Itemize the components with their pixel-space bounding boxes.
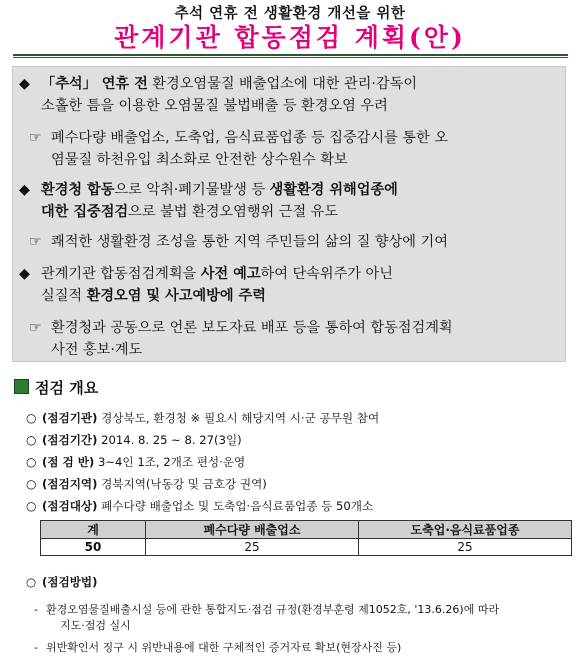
circle-bullet-icon: ○: [26, 411, 37, 425]
emphasis-text: 생활환경 위해업종에: [269, 182, 398, 198]
table-header-row: [41, 521, 572, 539]
table-header-wastewater: 폐수다량 배출업소: [146, 521, 359, 539]
body-text: 쾌적한 생활환경 조성을 통한 지역 주민들의 삶의 질 향상에 기여: [51, 234, 448, 250]
emphasis-text: 환경오염 및 사고예방에 주력: [86, 288, 266, 304]
summary-line: [51, 339, 142, 361]
body-text: 환경오염물질 배출업소에 대한 관리·감독이: [147, 76, 418, 92]
overview-item: [26, 454, 245, 470]
method-note-line: [34, 602, 499, 618]
body-text: 으로 악취·폐기물발생 등: [114, 182, 270, 198]
circle-bullet-icon: ○: [26, 477, 37, 491]
table-row: [41, 539, 572, 556]
item-value: 2014. 8. 25 ~ 8. 27(3일): [97, 433, 242, 447]
item-label: (점 검 반): [42, 455, 95, 469]
table-cell-food: 25: [359, 539, 572, 556]
table-cell-total: 50: [41, 539, 146, 556]
summary-line: [41, 201, 338, 223]
diamond-bullet-icon: ◆: [19, 182, 30, 198]
method-note-text: 환경오염물질배출시설 등에 관한 통합지도·점검 규정(환경부훈령 제1052호, '13.6.26)에 따라: [46, 603, 500, 616]
method-note-text: 지도·점검 실시: [60, 619, 131, 632]
document-subtitle: 추석 연휴 전 생활환경 개선을 위한: [174, 6, 406, 22]
table-cell-wastewater: 25: [146, 539, 359, 556]
body-text: 실질적: [41, 288, 87, 304]
pointing-hand-icon: ☞: [29, 234, 42, 250]
body-text: 소홀한 틈을 이용한 오염물질 불법배출 등 환경오염 우려: [41, 98, 388, 114]
item-value: 경북지역(낙동강 및 금호강 권역): [97, 477, 267, 491]
overview-item: [26, 498, 373, 514]
summary-line: [51, 149, 348, 171]
method-note: [34, 602, 499, 634]
summary-line: [19, 263, 393, 285]
emphasis-text: 환경청 합동: [41, 182, 115, 198]
item-label: (점검지역): [42, 477, 98, 491]
table-header-food: 도축업·음식료품업종: [359, 521, 572, 539]
target-count-table: [40, 520, 572, 556]
circle-bullet-icon: ○: [26, 499, 37, 513]
method-label: [26, 574, 97, 590]
summary-line: [41, 95, 388, 117]
summary-line: [19, 73, 417, 95]
item-value: 3~4인 1조, 2개조 편성·운영: [94, 455, 246, 469]
method-note-line: [34, 618, 499, 634]
pointing-hand-icon: ☞: [29, 130, 42, 146]
summary-line: [29, 317, 453, 339]
overview-item: [26, 432, 242, 448]
method-note-text: 위반확인서 징구 시 위반내용에 대한 구체적인 증거자료 확보(현장사진 등): [46, 641, 402, 654]
summary-line: [41, 285, 266, 307]
method-label-text: (점검방법): [42, 575, 98, 589]
summary-line: [29, 231, 448, 253]
section-heading: [14, 377, 98, 398]
pointing-hand-icon: ☞: [29, 320, 42, 336]
item-label: (점검기간): [42, 433, 98, 447]
emphasis-text: 사전 예고: [200, 266, 261, 282]
dash-bullet: -: [34, 603, 38, 616]
title-rule: [13, 54, 568, 56]
summary-line: [19, 179, 398, 201]
circle-bullet-icon: ○: [26, 433, 37, 447]
method-note: [34, 640, 401, 656]
summary-box: [12, 66, 566, 362]
body-text: 으로 불법 환경오염행위 근절 유도: [128, 204, 339, 220]
body-text: 환경청과 공동으로 언론 보도자료 배포 등을 통하여 합동점검계획: [51, 320, 453, 336]
body-text: 하여 단속위주가 아닌: [260, 266, 393, 282]
emphasis-text: 「추석」 연휴 전: [41, 76, 148, 92]
table-header-total: 계: [41, 521, 146, 539]
body-text: 사전 홍보·계도: [51, 342, 143, 358]
item-value: 폐수다량 배출업소 및 도축업·음식료품업종 등 50개소: [97, 499, 374, 513]
item-label: (점검대상): [42, 499, 98, 513]
dash-bullet: -: [34, 641, 38, 654]
summary-line: [29, 127, 448, 149]
emphasis-text: 대한 집중점검: [41, 204, 129, 220]
method-marker: ○: [26, 575, 37, 589]
document-title: 관계기관 합동점검 계획(안): [114, 23, 466, 52]
item-label: (점검기관): [42, 411, 98, 425]
diamond-bullet-icon: ◆: [19, 266, 30, 282]
overview-item: [26, 410, 379, 426]
body-text: 염물질 하천유입 최소화로 안전한 상수원수 확보: [51, 152, 348, 168]
diamond-bullet-icon: ◆: [19, 76, 30, 92]
square-bullet-icon: [14, 379, 29, 394]
method-note-line: [34, 640, 401, 656]
item-value: 경상북도, 환경청 ※ 필요시 해당지역 시·군 공무원 참여: [97, 411, 380, 425]
section-heading-text: 점검 개요: [35, 379, 99, 397]
title-rule-thin: [13, 57, 568, 58]
body-text: 관계기관 합동점검계획을: [41, 266, 201, 282]
circle-bullet-icon: ○: [26, 455, 37, 469]
overview-item: [26, 476, 267, 492]
body-text: 폐수다량 배출업소, 도축업, 음식료품업종 등 집중감시를 통한 오: [51, 130, 448, 146]
